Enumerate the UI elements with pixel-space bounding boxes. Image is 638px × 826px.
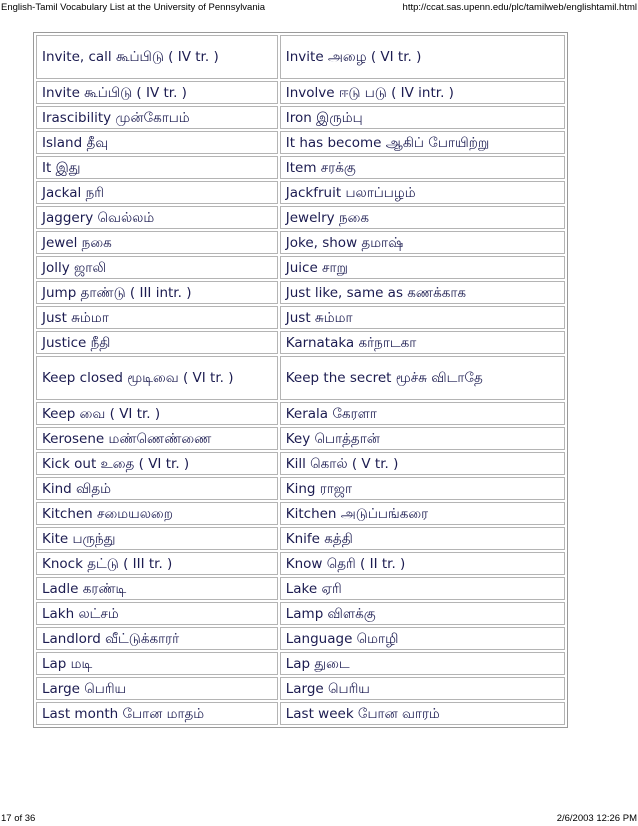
table-row [36,652,565,675]
entry-cell-right: Knife கத்தி [280,527,565,550]
table-row [36,627,565,650]
entry-cell-right: Lap துடை [280,652,565,675]
entry-cell-right: Just சும்மா [280,306,565,329]
entry-cell-left: Kick out உதை ( VI tr. ) [36,452,278,475]
entry-cell-left: Invite கூப்பிடு ( IV tr. ) [36,81,278,104]
entry-cell-left: Lap மடி [36,652,278,675]
page-url: http://ccat.sas.upenn.edu/plc/tamilweb/englishtamil.html [402,2,637,13]
entry-cell-left: Just சும்மா [36,306,278,329]
table-row [36,477,565,500]
entry-cell-right: Kill கொல் ( V tr. ) [280,452,565,475]
entry-cell-right: Jackfruit பலாப்பழம் [280,181,565,204]
entry-cell-left: Irascibility முன்கோபம் [36,106,278,129]
table-row [36,256,565,279]
table-row [36,502,565,525]
entry-cell-left: Keep வை ( VI tr. ) [36,402,278,425]
table-row [36,35,565,79]
table-row [36,602,565,625]
entry-cell-left: It இது [36,156,278,179]
table-row [36,577,565,600]
print-datetime: 2/6/2003 12:26 PM [556,813,637,824]
print-footer [0,812,638,826]
entry-cell-right: Karnataka கர்நாடகா [280,331,565,354]
entry-cell-left: Jolly ஜாலி [36,256,278,279]
table-row [36,81,565,104]
entry-cell-left: Kitchen சமையலறை [36,502,278,525]
vocabulary-table [33,32,568,728]
entry-cell-right: Item சரக்கு [280,156,565,179]
entry-cell-right: Just like, same as கணக்காக [280,281,565,304]
table-row [36,702,565,725]
table-row [36,306,565,329]
entry-cell-right: Kerala கேரளா [280,402,565,425]
entry-cell-right: Key பொத்தான் [280,427,565,450]
entry-cell-left: Justice நீதி [36,331,278,354]
table-row [36,181,565,204]
table-row [36,156,565,179]
table-row [36,527,565,550]
page-number: 17 of 36 [1,813,36,824]
table-row [36,402,565,425]
table-row [36,452,565,475]
entry-cell-left: Jump தாண்டு ( III intr. ) [36,281,278,304]
entry-cell-left: Landlord வீட்டுக்காரர் [36,627,278,650]
entry-cell-right: Kitchen அடுப்பங்கரை [280,502,565,525]
entry-cell-right: Jewelry நகை [280,206,565,229]
entry-cell-left: Invite, call கூப்பிடு ( IV tr. ) [36,35,278,79]
table-row [36,231,565,254]
print-header [0,0,638,14]
entry-cell-left: Jackal நரி [36,181,278,204]
table-row [36,552,565,575]
entry-cell-right: Large பெரிய [280,677,565,700]
table-row [36,677,565,700]
entry-cell-right: Know தெரி ( II tr. ) [280,552,565,575]
entry-cell-left: Keep closed மூடிவை ( VI tr. ) [36,356,278,400]
entry-cell-left: Ladle கரண்டி [36,577,278,600]
entry-cell-right: Invite அழை ( VI tr. ) [280,35,565,79]
entry-cell-right: Last week போன வாரம் [280,702,565,725]
entry-cell-right: Involve ஈடு படு ( IV intr. ) [280,81,565,104]
entry-cell-left: Last month போன மாதம் [36,702,278,725]
entry-cell-left: Jaggery வெல்லம் [36,206,278,229]
table-row [36,206,565,229]
table-row [36,106,565,129]
vocabulary-table-body [36,35,565,725]
table-row [36,331,565,354]
entry-cell-right: Iron இரும்பு [280,106,565,129]
entry-cell-right: Language மொழி [280,627,565,650]
page-title: English-Tamil Vocabulary List at the University of Pennsylvania [1,2,266,13]
table-row [36,427,565,450]
entry-cell-right: Keep the secret மூச்சு விடாதே [280,356,565,400]
entry-cell-left: Kerosene மண்ணெண்ணை [36,427,278,450]
entry-cell-right: Lake ஏரி [280,577,565,600]
entry-cell-left: Jewel நகை [36,231,278,254]
entry-cell-right: It has become ஆகிப் போயிற்று [280,131,565,154]
entry-cell-left: Knock தட்டு ( III tr. ) [36,552,278,575]
entry-cell-right: Juice சாறு [280,256,565,279]
entry-cell-left: Lakh லட்சம் [36,602,278,625]
table-row [36,356,565,400]
table-row [36,281,565,304]
table-row [36,131,565,154]
entry-cell-left: Island தீவு [36,131,278,154]
entry-cell-left: Kind விதம் [36,477,278,500]
entry-cell-left: Kite பருந்து [36,527,278,550]
entry-cell-right: King ராஜா [280,477,565,500]
entry-cell-right: Lamp விளக்கு [280,602,565,625]
entry-cell-left: Large பெரிய [36,677,278,700]
entry-cell-right: Joke, show தமாஷ் [280,231,565,254]
